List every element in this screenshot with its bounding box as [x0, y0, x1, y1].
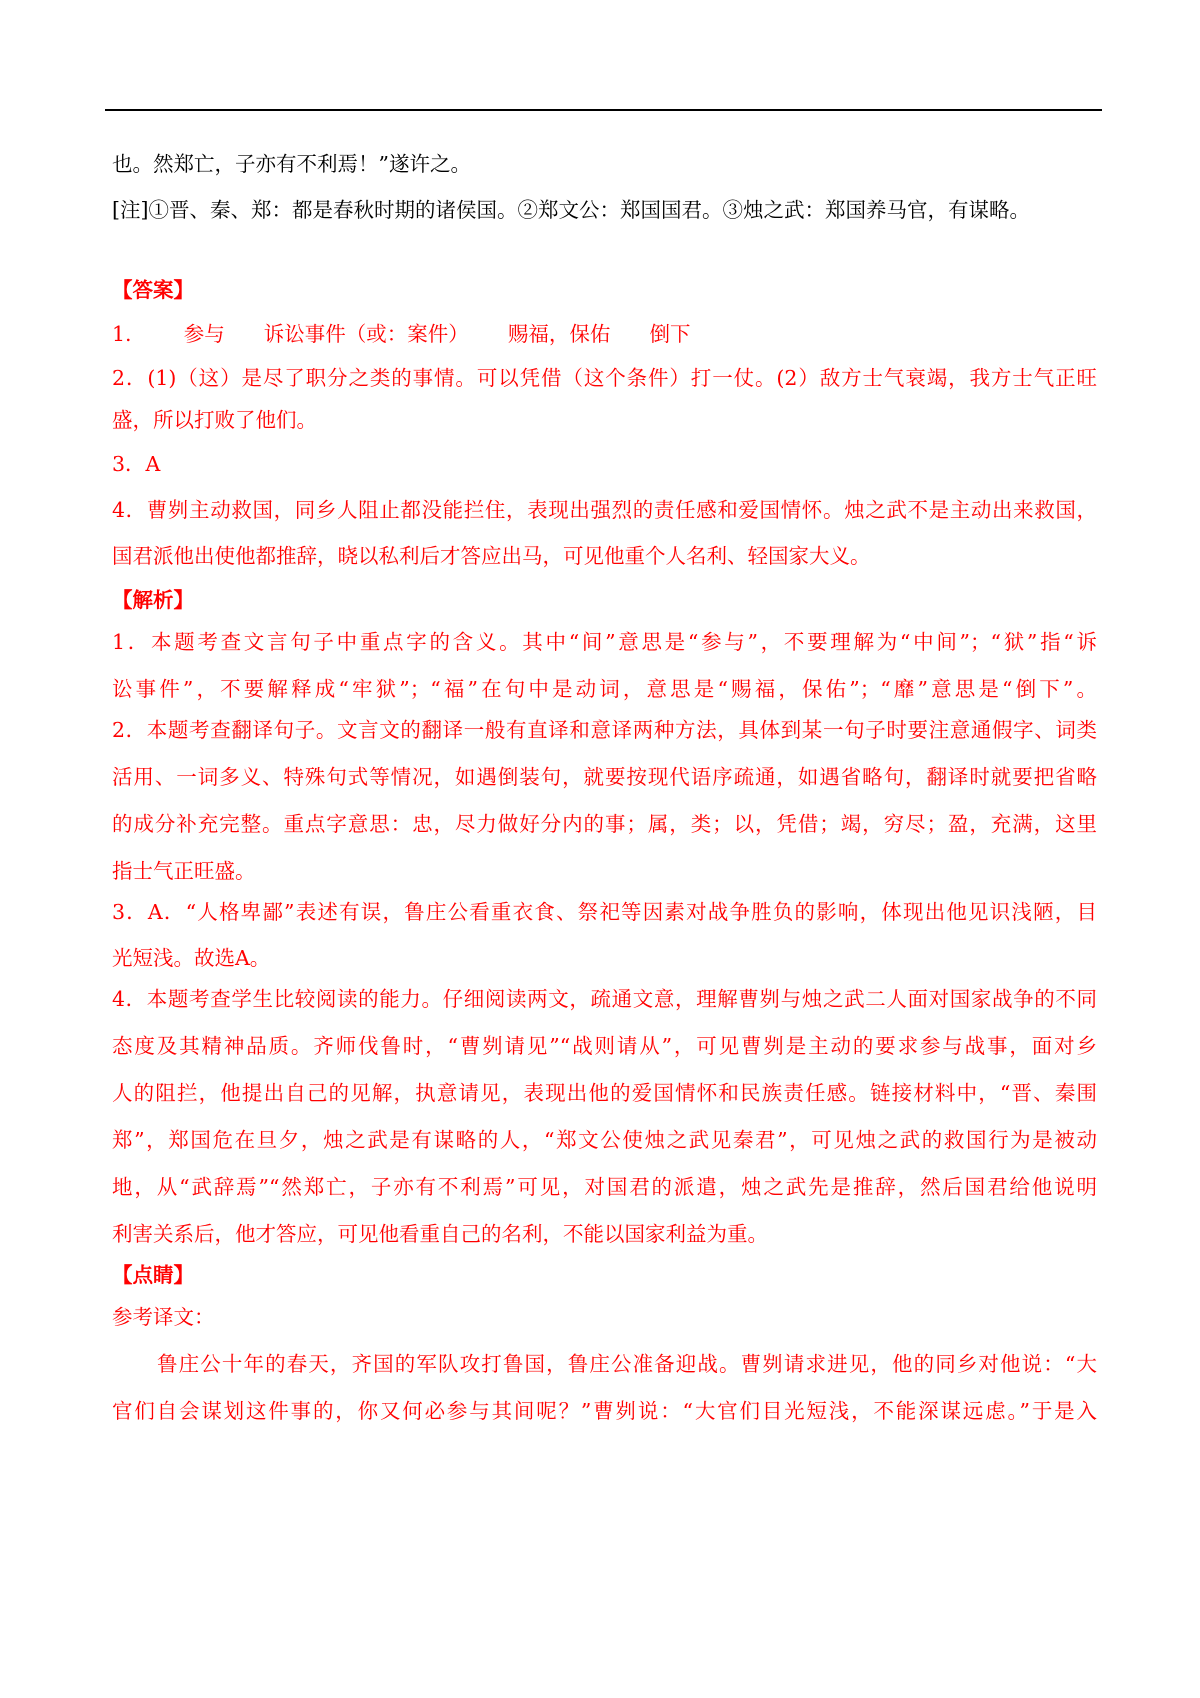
passage-note: [注]①晋、秦、郑：都是春秋时期的诸侯国。②郑文公：郑国国君。③烛之武：郑国养马官，有谋略。 — [112, 198, 1030, 222]
analysis-p4-line4: 郑”，郑国危在旦夕，烛之武是有谋略的人，“郑文公使烛之武见秦君”，可见烛之武的救国行为是被动 — [112, 1128, 1097, 1152]
analysis-p4-line6: 利害关系后，他才答应，可见他看重自己的名利，不能以国家利益为重。 — [112, 1222, 768, 1246]
analysis-p3-line2: 光短浅。故选A。 — [112, 946, 271, 970]
header-rule — [105, 109, 1102, 111]
analysis-p4-line5: 地，从“武辞焉”“然郑亡，子亦有不利焉”可见，对国君的派遣，烛之武先是推辞，然后国君给他说明 — [112, 1175, 1097, 1199]
analysis-p1-line1: 1．本题考查文言句子中重点字的含义。其中“间”意思是“参与”，不要理解为“中间”；“狱”指“诉 — [112, 630, 1097, 654]
answer-q1: 1. 参与 诉讼事件（或：案件） 赐福，保佑 倒下 — [112, 322, 691, 346]
analysis-p1-line2: 讼事件”，不要解释成“牢狱”；“福”在句中是动词，意思是“赐福，保佑”；“靡”意思是“倒下”。 — [112, 677, 1097, 701]
analysis-p4-line2: 态度及其精神品质。齐师伐鲁时，“曹刿请见”“战则请从”，可见曹刿是主动的要求参与战事，面对乡 — [112, 1034, 1097, 1058]
analysis-p2-line4: 指士气正旺盛。 — [112, 859, 256, 883]
analysis-p4-line3: 人的阻拦，他提出自己的见解，执意请见，表现出他的爱国情怀和民族责任感。链接材料中，“晋、秦围 — [112, 1081, 1097, 1105]
translation-line1: 鲁庄公十年的春天，齐国的军队攻打鲁国，鲁庄公准备迎战。曹刿请求进见，他的同乡对他说：“大 — [157, 1352, 1097, 1376]
answer-heading: 【答案】 — [112, 278, 194, 302]
analysis-heading: 【解析】 — [112, 588, 194, 612]
answer-q3: 3．A — [112, 452, 161, 476]
translation-line2: 官们自会谋划这件事的，你又何必参与其间呢？”曹刿说：“大官们目光短浅，不能深谋远虑。”于是入 — [112, 1399, 1097, 1423]
document-body — [112, 148, 1097, 1427]
passage-tail-line: 也。然郑亡，子亦有不利焉！”遂许之。 — [112, 152, 471, 176]
answer-q2-line2: 盛，所以打败了他们。 — [112, 408, 317, 432]
analysis-p2-line3: 的成分补充完整。重点字意思：忠，尽力做好分内的事；属，类；以，凭借；竭，穷尽；盈，充满，这里 — [112, 812, 1097, 836]
commentary-heading: 【点睛】 — [112, 1263, 194, 1287]
analysis-p2-line1: 2．本题考查翻译句子。文言文的翻译一般有直译和意译两种方法，具体到某一句子时要注意通假字、词类 — [112, 718, 1097, 742]
analysis-p2-line2: 活用、一词多义、特殊句式等情况，如遇倒装句，就要按现代语序疏通，如遇省略句，翻译时就要把省略 — [112, 765, 1097, 789]
analysis-p4-line1: 4．本题考查学生比较阅读的能力。仔细阅读两文，疏通文意，理解曹刿与烛之武二人面对国家战争的不同 — [112, 987, 1097, 1011]
answer-q4-line1: 4．曹刿主动救国，同乡人阻止都没能拦住，表现出强烈的责任感和爱国情怀。烛之武不是主动出来救国， — [112, 498, 1097, 522]
analysis-p3-line1: 3．A．“人格卑鄙”表述有误，鲁庄公看重衣食、祭祀等因素对战争胜负的影响，体现出他见识浅陋，目 — [112, 900, 1097, 924]
answer-q4-line2: 国君派他出使他都推辞，晓以私利后才答应出马，可见他重个人名利、轻国家大义。 — [112, 544, 871, 568]
commentary-label: 参考译文： — [112, 1305, 215, 1329]
answer-q2-line1: 2．(1)（这）是尽了职分之类的事情。可以凭借（这个条件）打一仗。(2）敌方士气衰竭，我方士气正旺 — [112, 366, 1097, 390]
